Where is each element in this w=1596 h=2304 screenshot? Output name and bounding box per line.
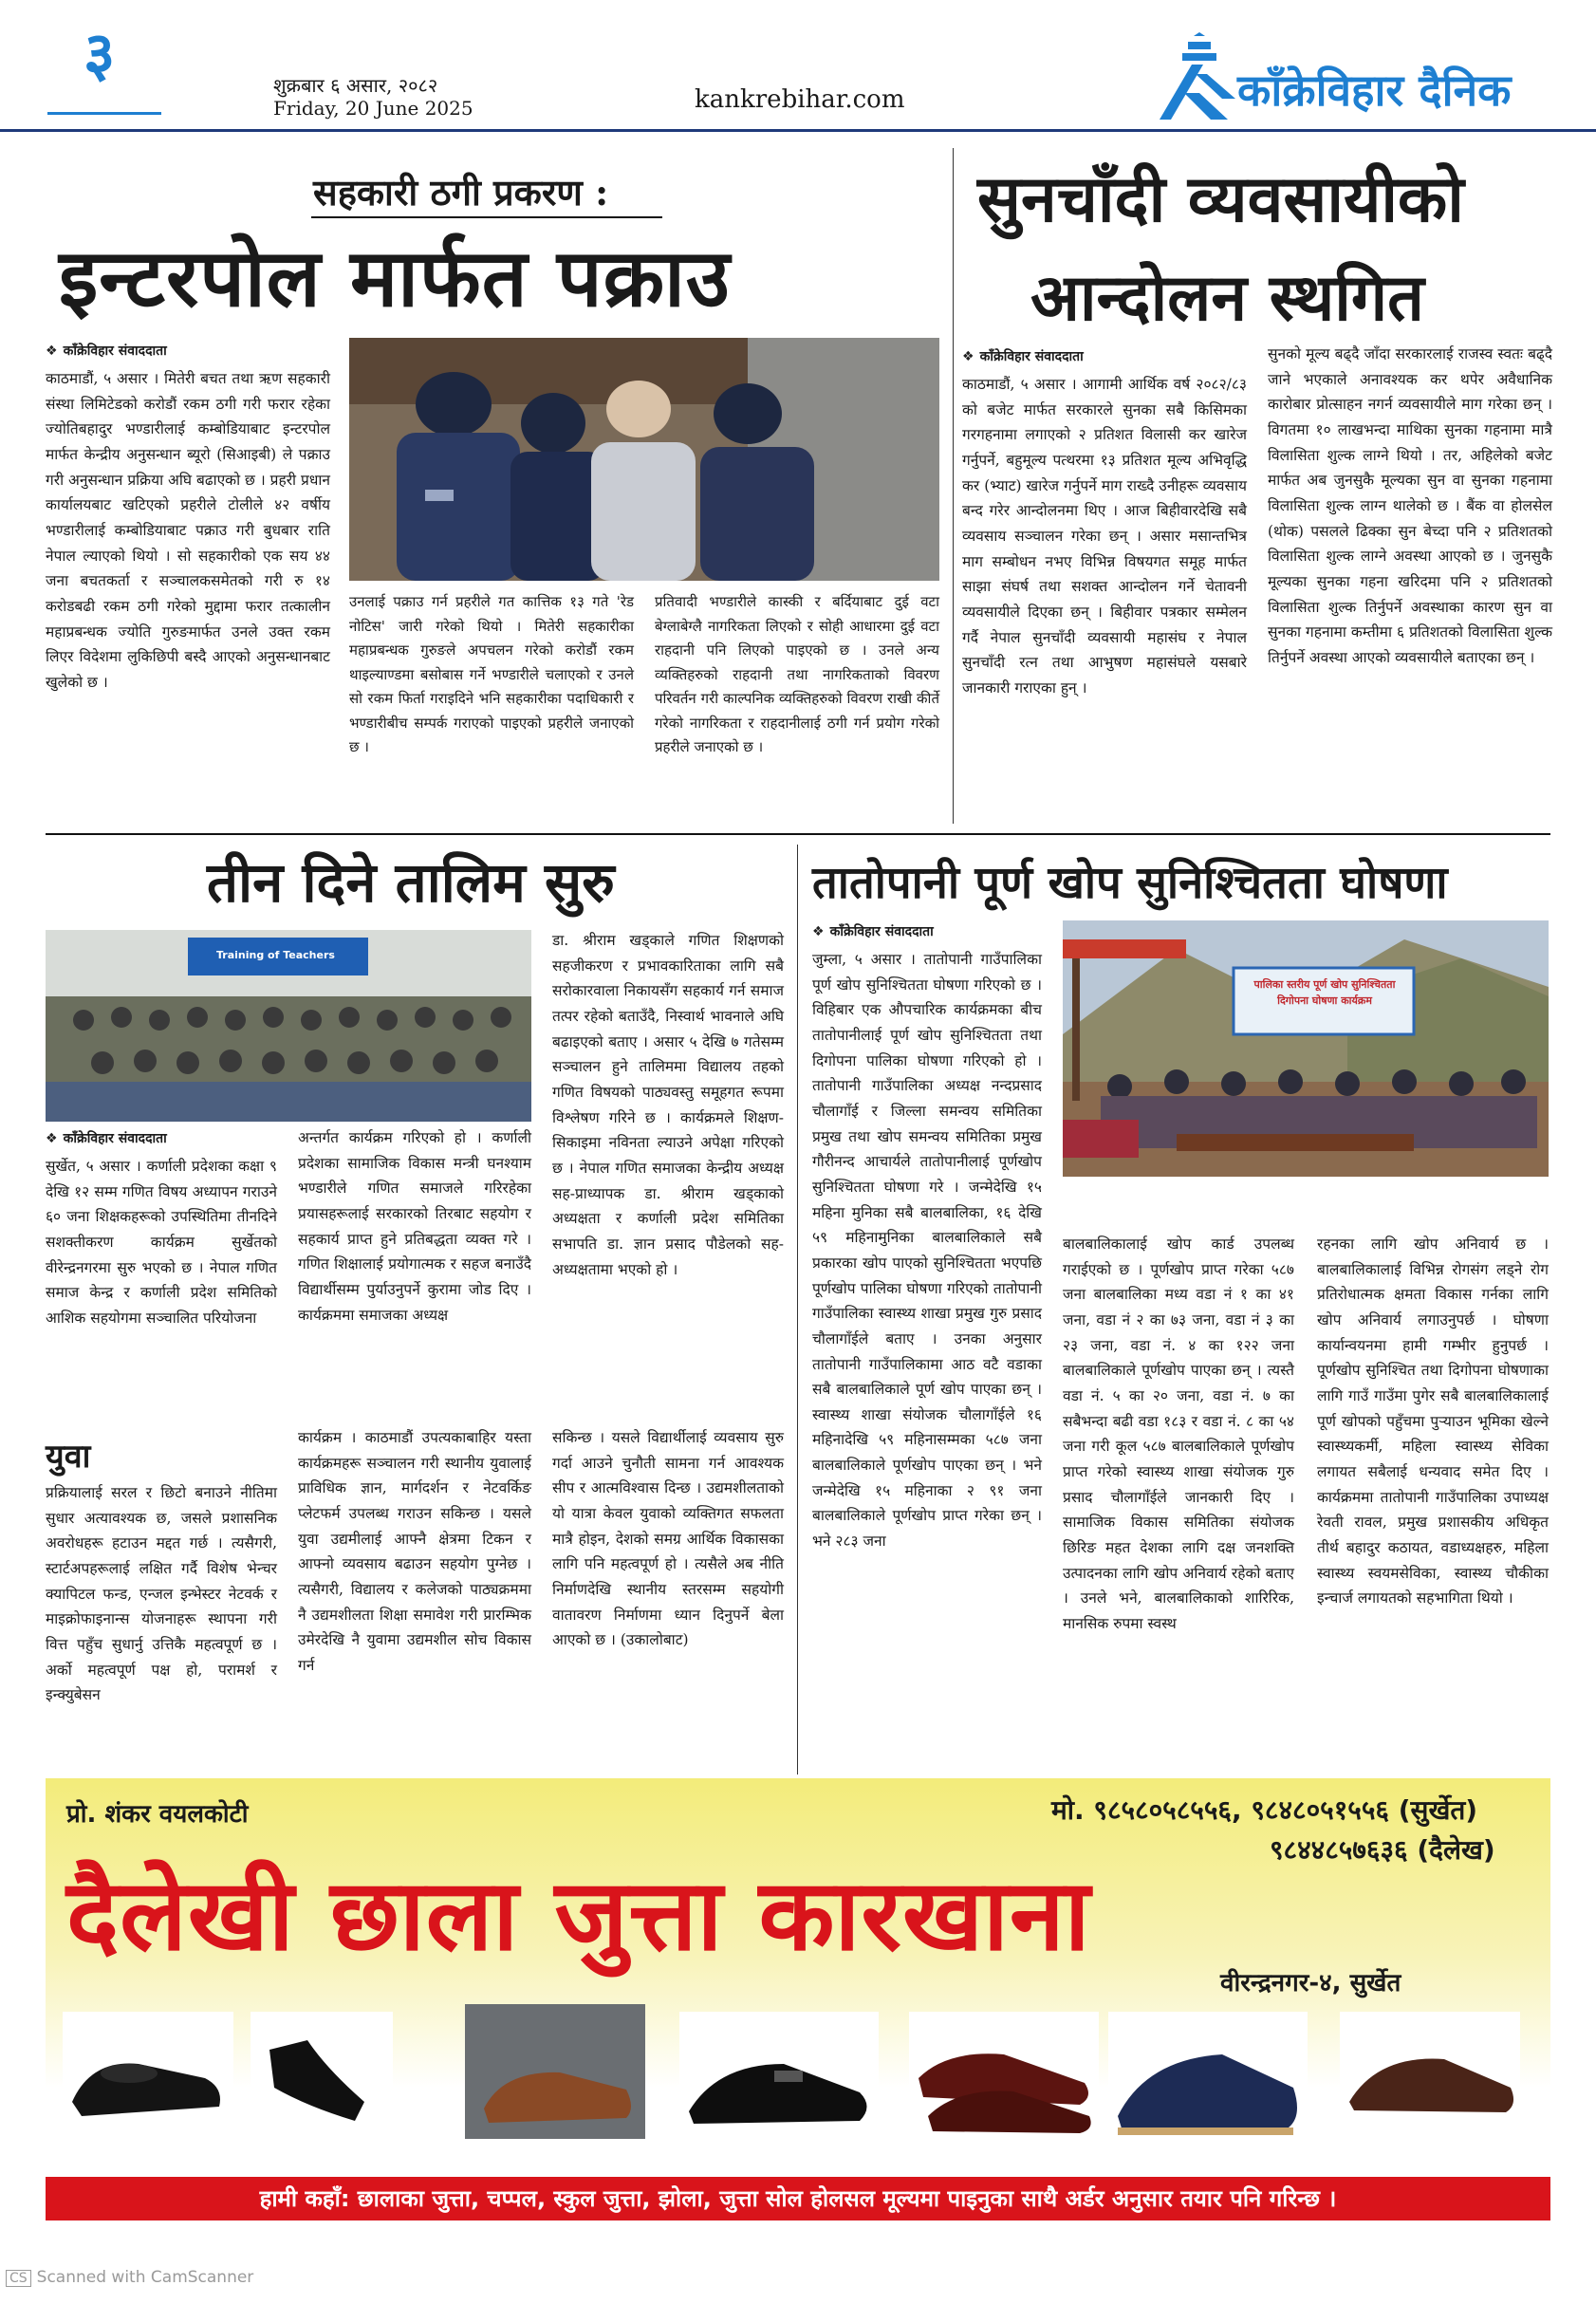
story5-col3: रहनका लागि खोप अनिवार्य छ । बालबालिकालाई विभिन्न रोगसंग लड्ने रोग प्रतिरोधात्मक क्षमता विकास गर्नका लागि खोप अनिवार्य लगाउनुपर्छ । घोषणा कार्यान्वयनमा हामी गम्भीर हुनुपर्छ । पूर्णखोप सुनिश्चित तथा दिगोपना घोषणाका लागि गाउँ गाउँमा पुगेर सबै बालबालिकालाई पूर्ण खोपको पहुँचमा पुऱ्याउन भूमिका खेल्ने स्वास्थ्यकर्मी, महिला स्वास्थ्य सेविका लगायत सबैलाई धन्यवाद समेत दिए । कार्यक्रममा तातोपानी गाउँपालिका उपाध्यक्ष रेवती रावल, प्रमुख प्रशासकीय अधिकृत तीर्थ बहादुर कठायत, वडाध्यक्षहरु, महिला स्वास्थ्य स्वयमसेविका, स्वास्थ्य चौकीका इन्चार्ज लगायतको सहभागिता थियो । <box>1317 1236 1549 1607</box>
story2-col1: काठमाडौं, ५ असार । आगामी आर्थिक वर्ष २०८२/८३ को बजेट मार्फत सरकारले सुनका सबै किसिमका गरगहनामा लगाएको २ प्रतिशत विलासी कर खारेज गर्नुपर्ने, बहुमूल्य पत्थरमा १३ प्रतिशत मूल्य अभिवृद्धि कर (भ्याट) खारेज गर्नुपर्ने माग राख्दै उनीहरू व्यवसाय बन्द गरेर आन्दोलनमा थिए । आज बिहीवारदेखि सबै व्यवसाय सञ्चालन गरेका छन् । असार मसान्तभित्र माग सम्बोधन नभए विभिन्न विषयगत समूह मार्फत साझा संघर्ष तथा सशक्त आन्दोलन गर्ने चेतावनी व्यवसायीले दिएका छन् । बिहीवार पत्रकार सम्मेलन गर्दै नेपाल सुनचाँदी व्यवसायी महासंघ र नेपाल सुनचाँदी रत्न तथा आभुषण महासंघले यसबारे जानकारी गराएका हुन् । <box>962 376 1247 697</box>
story5-byline-text: काँक्रेविहार संवाददाता <box>829 924 934 939</box>
story1-byline-text: काँक्रेविहार संवाददाता <box>63 344 167 359</box>
story2-col2: सुनको मूल्य बढ्दै जाँदा सरकारलाई राजस्व स्वतः बढ्दै जाने भएकाले अनावश्यक कर थपेर अवैधानिक कारोबार प्रोत्साहन नगर्न व्यवसायीले माग गरेका छन् । विगतमा १० लाखभन्दा माथिका सुनका गहनामा मात्रै विलासिता शुल्क लाग्ने थियो । तर, अहिलेको बजेट मार्फत अब जुनसुकै मूल्यका सुन वा सुनका गहनामा विलासिता शुल्क लाग्न थालेको छ । बैंक वा होलसेल (थोक) पसलले ढिक्का सुन बेच्दा पनि २ प्रतिशतको विलासिता शुल्क लाग्ने अवस्था आएको छ । जुनसुकै मूल्यका सुनका गहना खरिदमा पनि २ प्रतिशतको विलासिता शुल्क तिर्नुपर्ने अवस्थाका कारण सुन वा सुनका गहनामा कम्तीमा ६ प्रतिशतको विलासिता शुल्क तिर्नुपर्ने अवस्था आएको व्यवसायीले बताएका छन् । <box>1268 345 1552 666</box>
story3-photo-banner: Training of Teachers <box>216 949 335 961</box>
story5-photo-banner: पालिका स्तरीय पूर्ण खोप सुनिश्चितता दिगोपना घोषणा कार्यक्रम <box>1253 978 1396 1007</box>
website: kankrebihar.com <box>695 85 905 114</box>
story3-byline <box>46 1129 167 1147</box>
scanner-watermark-text: Scanned with CamScanner <box>36 2268 254 2287</box>
story2-headline-line2: आन्दोलन स्थगित <box>1030 260 1424 336</box>
story1-kicker: सहकारी ठगी प्रकरण : <box>313 171 609 214</box>
scanner-watermark <box>6 2268 253 2287</box>
paper-name: काँक्रेविहार दैनिक <box>1237 65 1512 116</box>
newspaper-logo-icon <box>1150 32 1237 123</box>
date-english: Friday, 20 June 2025 <box>273 97 473 120</box>
vertical-column-rule <box>953 148 954 824</box>
story1-byline <box>46 342 167 360</box>
story5-col2: बालबालिकालाई खोप कार्ड उपलब्ध गराईएको छ । पूर्णखोप प्राप्त गरेका ५८७ जना बालबालिका मध्य वडा नं १ का ४१ जना, वडा नं २ का ७३ जना, वडा नं ३ का २३ जना, वडा नं. ४ का १२२ जना बालबालिकाले पूर्णखोप पाएका छन् । त्यस्तै वडा नं. ५ का २० जना, वडा नं. ७ का सबैभन्दा बढी वडा १८३ र वडा नं. ८ का ५४ जना गरी कूल ५८७ बालबालिकाले पूर्णखोप प्राप्त गरेको स्वास्थ्य शाखा संयोजक गुरु प्रसाद चौलागाँईले जानकारी दिए । सामाजिक विकास समितिका संयोजक छिरिङ महत देशका लागि दक्ष जनशक्ति उत्पादनका लागि खोप अनिवार्य रहेको बताए । उनले भने, बालबालिकाको शारिरिक, मानसिक रुपमा स्वस्थ <box>1063 1236 1294 1632</box>
story2-byline-text: काँक्रेविहार संवाददाता <box>979 349 1084 364</box>
story2-headline-line1: सुनचाँदी व्यवसायीको <box>977 161 1464 237</box>
vertical-column-rule <box>797 845 798 1774</box>
story3-col1: सुर्खेत, ५ असार । कर्णाली प्रदेशका कक्षा ९ देखि १२ सम्म गणित विषय अध्यापन गराउने ६० जना शिक्षकहरूको उपस्थितिमा तीनदिने सशक्तीकरण कार्यक्रम सुर्खेतको वीरेन्द्रनगरमा सुरु भएको छ । नेपाल गणित समाज केन्द्र र कर्णाली प्रदेश समितिको आशिक सहयोगमा सञ्चालित परियोजना <box>46 1158 277 1327</box>
story1-headline: इन्टरपोल मार्फत पक्राउ <box>59 231 731 325</box>
shoe-image-3 <box>465 2004 645 2139</box>
story1-col3: प्रतिवादी भण्डारीले कास्की र बर्दियाबाट दुई वटा बेग्लाबेग्लै नागरिकता लिएको र सोही आधारमा दुई वटा राहदानी पनि लिएको पाइएको छ । उनले अन्य व्यक्तिहरुको राहदानी तथा नागरिकताको विवरण परिवर्तन गरी काल्पनिक व्यक्तिहरुको विवरण राखी कीर्ते गरेको नागरिकता र राहदानीलाई ठगी गर्न प्रयोग गरेको प्रहरीले जनाएको छ । <box>655 593 939 755</box>
date-nepali: शुक्रबार ६ असार, २०८२ <box>273 74 438 97</box>
story1-photo-police-escort <box>349 338 939 581</box>
byline-diamond-icon: ❖ <box>46 344 58 359</box>
shoe-image-7 <box>1340 2012 1520 2137</box>
story4-col3: सकिन्छ । यसले विद्यार्थीलाई व्यवसाय सुरु गर्दा आउने चुनौती सामना गर्न आवश्यक सीप र आत्मविश्वास दिन्छ । उद्यमशीलताको यो यात्रा केवल युवाको व्यक्तिगत सफलता मात्रै होइन, देशको समग्र आर्थिक विकासका लागि पनि महत्वपूर्ण हो । त्यसैले अब नीति निर्माणदेखि स्थानीय स्तरसम्म सहयोगी वातावरण निर्माणमा ध्यान दिनुपर्ने बेला आएको छ । (उकालोबाट) <box>552 1429 784 1649</box>
byline-diamond-icon: ❖ <box>46 1131 58 1146</box>
advert-address: वीरन्द्रनगर-४, सुर्खेत <box>1220 1969 1401 1997</box>
masthead <box>0 0 1596 133</box>
story5-headline: तातोपानी पूर्ण खोप सुनिश्चितता घोषणा <box>812 857 1448 909</box>
masthead-rule <box>0 129 1596 132</box>
shoe-image-4 <box>679 2012 879 2137</box>
story4-col1: प्रक्रियालाई सरल र छिटो बनाउने नीतिमा सुधार अत्यावश्यक छ, जसले प्रशासनिक अवरोधहरू हटाउन मद्दत गर्छ । त्यसैगरी, स्टार्टअपहरूलाई लक्षित गर्दै विशेष भेन्चर क्यापिटल फन्ड, एन्जल इन्भेस्टर नेटवर्क र माइक्रोफाइनान्स योजनाहरू स्थापना गरी वित्त पहुँच सुधार्नु उत्तिकै महत्वपूर्ण छ । अर्को महत्वपूर्ण पक्ष हो, परामर्श र इन्क्युबेसन <box>46 1484 277 1704</box>
advert-footer-bar: हामी कहाँ: छालाका जुत्ता, चप्पल, स्कुल जुत्ता, झोला, जुत्ता सोल होलसल मूल्यमा पाइनुका साथै अर्डर अनुसार तयार पनि गरिन्छ । <box>46 2177 1550 2220</box>
page-number: ३ <box>84 19 116 90</box>
camscanner-logo-icon: CS <box>6 2270 31 2287</box>
advert-phone-line2: ९८४४८५७६३६ (दैलेख) <box>1270 1834 1495 1866</box>
shoe-image-5 <box>909 2012 1099 2145</box>
advert-proprietor: प्रो. शंकर वयलकोटी <box>66 1800 249 1829</box>
story4-col2: कार्यक्रम । काठमाडौं उपत्यकाबाहिर यस्ता कार्यक्रमहरू सञ्चालन गरी स्थानीय युवालाई प्राविधिक ज्ञान, मार्गदर्शन र नेटवर्किङ प्लेटफर्म उपलब्ध गराउन सकिन्छ । यसले युवा उद्यमीलाई आफ्नै क्षेत्रमा टिकन र आफ्नो व्यवसाय बढाउन सहयोग पुग्नेछ । त्यसैगरी, विद्यालय र कलेजको पाठ्यक्रममा नै उद्यमशीलता शिक्षा समावेश गरी प्रारम्भिक उमेरदेखि नै युवामा उद्यमशील सोच विकास गर्न <box>298 1429 531 1674</box>
story3-col2: अन्तर्गत कार्यक्रम गरिएको हो । कर्णाली प्रदेशका सामाजिक विकास मन्त्री घनश्याम भण्डारीले गणित समाजले गरिरहेका प्रयासहरूलाई सरकारको तिरबाट सहयोग र सहकार्य प्राप्त हुने प्रतिबद्धता व्यक्त गरे । गणित शिक्षालाई प्रयोगात्मक र सहज बनाउँदै विद्यार्थीसम्म पुर्याउनुपर्ने कुरामा जोड दिए । कार्यक्रममा समाजका अध्यक्ष <box>298 1129 531 1324</box>
story5-col1: जुम्ला, ५ असार । तातोपानी गाउँपालिका पूर्ण खोप सुनिश्चितता घोषणा गरिएको छ । विहिबार एक औपचारिक कार्यक्रमका बीच तातोपानीलाई पूर्ण खोप सुनिश्चितता तथा दिगोपना पालिका घोषणा गरिएको हो । तातोपानी गाउँपालिका अध्यक्ष नन्दप्रसाद चौलागाँई र जिल्ला समन्वय समितिका प्रमुख तथा खोप समन्वय समितिका प्रमुख गौरीनन्द आचार्यले तातोपानीलाई पूर्णखोप सुनिश्चितता घोषणा गरे । जन्मेदेखि १५ महिना मुनिका सबै बालबालिका, १६ देखि ५९ महिनामुनिका बालबालिकाले सबै प्रकारका खोप पाएको सुनिश्चितता भएपछि पूर्णखोप पालिका घोषणा गरिएको तातोपानी गाउँपालिका स्वास्थ्य शाखा प्रमुख गुरु प्रसाद चौलागाँईले बताए । उनका अनुसार तातोपानी गाउँपालिकामा आठ वटै वडाका सबै बालबालिकाले पूर्ण खोप पाएका छन् । स्वास्थ्य शाखा संयोजक चौलागाँईले १६ महिनादेखि ५९ महिनासम्मका ५८७ जना बालबालिकाले पूर्णखोप पाएका छन् । भने जन्मेदेखि १५ महिनाका २ ९१ जना बालबालिकाले पूर्णखोप प्राप्त गरेका छन् । भने २८३ जना <box>812 951 1042 1551</box>
byline-diamond-icon: ❖ <box>962 349 974 364</box>
story3-photo-training-group <box>46 930 531 1122</box>
advert-phone-line1: मो. ९८५८०५८५५६, ९८४८०५१५५६ (सुर्खेत) <box>1051 1794 1478 1826</box>
story3-col3: डा. श्रीराम खड्काले गणित शिक्षणको सहजीकरण र प्रभावकारिताका लागि सबै सरोकारवाला निकायसँग सहकार्य गर्न समाज तत्पर रहेको बताउँदै, निस्वार्थ भावनाले अघि बढाइएको बताए । असार ५ देखि ७ गतेसम्म सञ्चालन हुने तालिममा विद्यालय तहको गणित विषयको पाठ्यवस्तु समूहगत रूपमा विश्लेषण गरिने छ । कार्यक्रमले शिक्षण-सिकाइमा नविनता ल्याउने अपेक्षा गरिएको छ । नेपाल गणित समाजका केन्द्रीय अध्यक्ष सह-प्राध्यापक डा. श्रीराम खड्काको अध्यक्षता र कर्णाली प्रदेश समितिका सभापति डा. ज्ञान प्रसाद पौडेलको सह-अध्यक्षतामा भएको हो । <box>552 932 784 1278</box>
byline-diamond-icon: ❖ <box>812 924 825 939</box>
advert-business-name: दैलेखी छाला जुत्ता कारखाना <box>66 1857 1091 1973</box>
shoe-image-1 <box>63 2012 233 2137</box>
page-number-underline <box>47 112 161 115</box>
shoe-image-2 <box>251 2012 393 2137</box>
story5-photo-declaration-event <box>1063 920 1549 1177</box>
story1-col1: काठमाडौं, ५ असार । मितेरी बचत तथा ऋण सहकारी संस्था लिमिटेडको करोडौं रकम ठगी गरी फरार रहेका ज्योतिबहादुर भण्डारीलाई कम्बोडियाबाट इन्टरपोल मार्फत केन्द्रीय अनुसन्धान ब्यूरो (सिआइबी) ले पक्राउ गरी अनुसन्धान प्रक्रिया अघि बढाएको छ । प्रहरी प्रधान कार्यालयबाट खटिएको प्रहरीले टोलीले ४२ वर्षीय भण्डारीलाई कम्बोडियाबाट पक्राउ गरी बुधबार राति नेपाल ल्याएको थियो । सो सहकारीको एक सय ४४ जना बचतकर्ता र सञ्चालकसमेतको गरी रु १४ करोडबढी रकम ठगी गरेको मुद्दामा फरार तत्कालीन महाप्रबन्धक ज्योति गुरुङमार्फत उनले उक्त रकम लिएर विदेशमा लुकिछिपी बस्दै आएको अनुसन्धानबाट खुलेको छ । <box>46 370 330 691</box>
story4-headline: युवा <box>46 1438 91 1476</box>
story3-byline-text: काँक्रेविहार संवाददाता <box>63 1131 167 1146</box>
kicker-underline <box>311 216 662 218</box>
story2-byline <box>962 347 1084 365</box>
advert-box <box>46 1778 1550 2220</box>
story3-headline: तीन दिने तालिम सुरु <box>207 850 615 915</box>
shoe-image-6 <box>1108 2012 1308 2145</box>
section-divider <box>46 833 1550 835</box>
story1-col2: उनलाई पक्राउ गर्न प्रहरीले गत कात्तिक १३ गते 'रेड नोटिस' जारी गरेको थियो । मितेरी सहकारीका महाप्रबन्धक गुरुङले अपचलन गरेको करोडौं रकम थाइल्याण्डमा बसोबास गर्ने भण्डारीले चलाएको र उनले सो रकम फिर्ता गराइदिने भनि सहकारीका पदाधिकारी र भण्डारीबीच सम्पर्क गराएको पाइएको प्रहरीले जनाएको छ । <box>349 593 634 755</box>
story5-byline <box>812 922 934 940</box>
